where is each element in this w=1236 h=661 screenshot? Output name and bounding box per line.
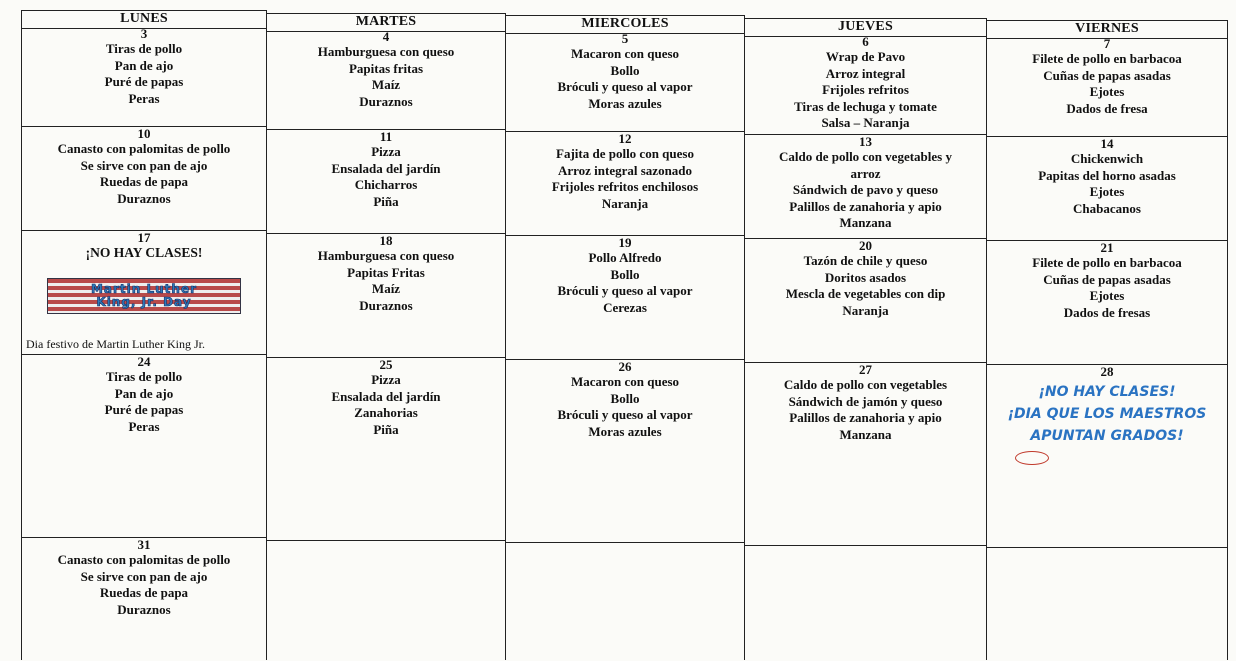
day-number: 25 [379,357,393,372]
menu-item: Frijoles refritos [822,82,909,97]
menu-item: Doritos asados [824,269,907,285]
menu-item: ¡NO HAY CLASES! [85,245,203,260]
day-number: 3 [140,26,148,41]
menu-item: Palillos de zanahoria y apio [789,410,942,425]
menu-item: Bollo [610,266,640,282]
day-number: 27 [859,362,872,377]
day-header-viernes: VIERNES [987,20,1227,39]
menu-item: Se sirve con pan de ajo [80,568,208,584]
menu-item: Duraznos [359,297,413,313]
menu-item: Cerezas [603,299,647,315]
holiday-note: Dia festivo de Martin Luther King Jr. [26,336,205,351]
alert-line: APUNTAN GRADOS! [1030,428,1184,444]
day-number: 21 [1100,240,1114,255]
column-viernes [987,20,1228,660]
day-number: 6 [862,34,869,49]
menu-item: Pizza [371,144,401,159]
menu-item: Puré de papas [104,402,184,417]
menu-item: Wrap de Pavo [825,49,906,64]
alert-line: ¡DIA QUE LOS MAESTROS [1007,406,1207,422]
day-number: 19 [618,235,632,250]
stamp-icon [1015,451,1049,465]
menu-item: Piña [373,193,399,209]
menu-cell [22,231,266,355]
menu-item: Arroz integral [825,65,906,81]
menu-item: Ejotes [1089,84,1125,99]
menu-item: Se sirve con pan de ajo [80,157,208,173]
menu-item: Filete de pollo en barbacoa [1032,255,1182,270]
menu-cell [987,241,1227,365]
menu-item: Papitas del horno asadas [1038,167,1176,183]
column-jueves [745,18,987,660]
menu-item: Cuñas de papas asadas [1043,271,1171,287]
menu-item: Duraznos [359,93,413,109]
mlk-day-banner-text [48,279,240,313]
menu-item: Arroz integral sazonado [557,162,693,178]
day-number: 4 [382,29,390,44]
menu-item: Ensalada del jardín [331,160,441,176]
menu-item: Ruedas de papa [99,585,189,600]
menu-cell [267,30,505,130]
menu-item: Bróculi y queso al vapor [557,407,693,422]
day-number: 7 [1103,36,1111,51]
menu-cell [506,32,744,132]
day-header-jueves: JUEVES [745,18,986,37]
banner-line: Martin Luther [90,281,198,296]
menu-cell [745,239,986,363]
menu-item: Pan de ajo [114,385,174,401]
menu-item: Macaron con queso [570,374,680,389]
column-martes [267,13,506,660]
menu-cell [987,137,1227,241]
no-school-alert [987,381,1227,465]
menu-item: Palillos de zanahoria y apio [789,198,942,214]
day-number: 18 [379,233,393,248]
menu-item: Tazón de chile y queso [803,253,928,268]
menu-item: Maíz [371,281,401,296]
menu-cell [267,358,505,541]
menu-cell [22,538,266,660]
menu-item: Puré de papas [104,74,184,89]
menu-item: Ruedas de papa [99,174,189,189]
banner-line: King, Jr. Day [96,294,192,309]
menu-item: Tiras de pollo [105,369,183,384]
menu-item: Dados de fresa [1066,100,1148,116]
day-header-martes: MARTES [267,13,505,32]
menu-item: Papitas fritas [348,60,424,76]
menu-item: Caldo de pollo con vegetables [783,377,948,392]
menu-item: Frijoles refritos enchilosos [551,179,699,194]
menu-item: Pan de ajo [114,57,174,73]
menu-cell [987,365,1227,548]
menu-item: Filete de pollo en barbacoa [1032,51,1182,66]
menu-item: Dados de fresas [1063,304,1151,320]
menu-cell [267,541,505,660]
menu-item: Duraznos [117,601,171,617]
day-number: 10 [137,126,151,141]
menu-item: Maíz [371,77,401,92]
menu-item: Piña [373,421,399,437]
menu-item: arroz [850,165,881,181]
menu-item: Hamburguesa con queso [317,248,455,263]
menu-item: Chicharros [354,177,418,192]
menu-item: Chickenwich [1070,151,1144,166]
menu-item: Tiras de lechuga y tomate [794,98,937,114]
menu-cell [22,127,266,231]
menu-item: Mescla de vegetables con dip [785,286,946,301]
menu-item: Manzana [839,215,892,230]
day-number: 12 [618,131,632,146]
day-header-miercoles: MIERCOLES [506,15,744,34]
menu-item: Peras [128,90,160,106]
day-number: 20 [859,238,872,253]
lunch-calendar [21,10,1228,660]
menu-item: Duraznos [117,190,171,206]
menu-item: Ejotes [1089,288,1125,303]
menu-item: Bollo [610,62,640,78]
menu-item: Sándwich de jamón y queso [788,393,943,409]
day-number: 17 [137,230,151,245]
day-number: 26 [618,359,632,374]
menu-item: Canasto con palomitas de pollo [57,552,231,567]
menu-item: Papitas Fritas [347,264,425,280]
menu-item: Peras [128,418,160,434]
menu-item: Chabacanos [1073,200,1141,216]
menu-item: Pizza [371,372,401,387]
menu-cell [506,543,744,660]
day-number: 5 [621,31,629,46]
mlk-day-banner [47,278,241,314]
menu-item: Sándwich de pavo y queso [792,182,939,197]
menu-cell [506,360,744,543]
alert-line: ¡NO HAY CLASES! [1038,384,1176,400]
menu-cell [745,35,986,135]
day-number: 24 [137,354,151,369]
menu-item: Cuñas de papas asadas [1043,67,1171,83]
menu-item: Manzana [839,426,892,442]
menu-item: Bróculi y queso al vapor [557,79,693,94]
day-number: 13 [859,134,872,149]
menu-item: Fajita de pollo con queso [556,146,694,161]
menu-item: Macaron con queso [570,46,680,61]
column-miercoles [506,15,745,660]
menu-item: Naranja [842,302,889,318]
day-header-lunes: LUNES [22,10,266,29]
menu-item: Caldo de pollo con vegetables y [779,149,952,164]
menu-cell [22,27,266,127]
menu-cell [987,548,1227,660]
menu-item: Naranja [601,195,649,211]
menu-cell [745,363,986,546]
day-number: 11 [379,129,393,144]
menu-cell [506,132,744,236]
menu-cell [267,234,505,358]
menu-item: Tiras de pollo [105,41,183,56]
menu-item: Ensalada del jardín [331,388,441,404]
menu-item: Salsa – Naranja [821,115,910,130]
menu-cell [267,130,505,234]
day-number: 31 [137,537,151,552]
menu-cell [506,236,744,360]
column-lunes [22,10,267,660]
menu-item: Ejotes [1089,184,1125,199]
menu-cell [745,546,986,660]
menu-cell [745,135,986,239]
day-number: 14 [1100,136,1114,151]
menu-item: Moras azules [588,95,662,111]
menu-item: Bróculi y queso al vapor [557,283,693,298]
day-number: 28 [1100,364,1114,379]
menu-item: Canasto con palomitas de pollo [57,141,231,156]
menu-item: Zanahorias [354,405,418,420]
menu-item: Moras azules [588,423,662,439]
menu-item: Bollo [610,390,640,406]
menu-item: Hamburguesa con queso [317,44,455,59]
menu-cell [987,37,1227,137]
menu-item: Pollo Alfredo [588,250,662,265]
menu-cell [22,355,266,538]
